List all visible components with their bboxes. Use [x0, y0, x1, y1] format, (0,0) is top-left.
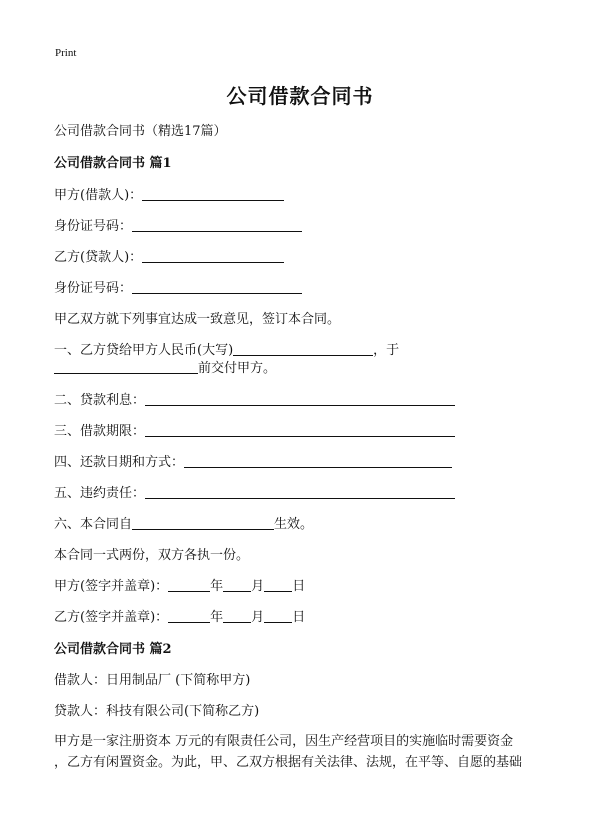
party-b-blank: [142, 250, 284, 263]
clause-2-blank: [145, 393, 455, 406]
party-a-label: 甲方(借款人)：: [54, 188, 143, 203]
party-a-line: [54, 184, 284, 203]
sign-a-day: 日: [292, 579, 306, 594]
sign-b-month-blank: [223, 610, 251, 623]
clause-5-label: 五、违约责任：: [54, 486, 146, 501]
clause-6-text-b: 生效。: [274, 517, 314, 532]
agreement-text: 甲乙双方就下列事宜达成一致意见，签订本合同。: [54, 312, 341, 327]
id-label-1: 身份证号码：: [54, 219, 133, 234]
clause-1-text-b: ，于: [373, 343, 400, 358]
sign-b-label: 乙方(签字并盖章)：: [54, 610, 169, 625]
sign-b-day: 日: [292, 610, 306, 625]
sign-a-label: 甲方(签字并盖章)：: [54, 579, 169, 594]
clause-3-line: [54, 420, 455, 439]
clause-6-text-a: 六、本合同自: [54, 517, 133, 532]
id-label-2: 身份证号码：: [54, 281, 133, 296]
party-b-line: [54, 246, 284, 265]
id-line-2: [54, 277, 302, 296]
sign-b-year-blank: [168, 610, 210, 623]
party-b-label: 乙方(贷款人)：: [54, 250, 143, 265]
section-2-body-line-1: 甲方是一家注册资本 万元的有限责任公司，因生产经营项目的实施临时需要资金: [54, 734, 514, 749]
id-blank-2: [132, 281, 302, 294]
document-subtitle: 公司借款合同书（精选17篇）: [54, 124, 227, 139]
sign-b-line: [54, 606, 305, 625]
sign-b-year: 年: [210, 610, 224, 625]
clause-6-line: [54, 513, 313, 532]
sign-a-day-blank: [264, 579, 292, 592]
print-label: Print: [55, 47, 77, 59]
clause-1-line-1: [54, 339, 399, 358]
section-heading-1: 公司借款合同书 篇1: [54, 156, 172, 171]
lender-line: 贷款人：科技有限公司(下简称乙方): [54, 704, 260, 719]
clause-3-blank: [145, 424, 455, 437]
section-2-body-line-2: ，乙方有闲置资金。为此，甲、乙双方根据有关法律、法规，在平等、自愿的基础: [54, 755, 523, 770]
clause-1-amount-blank: [233, 343, 373, 356]
clause-4-label: 四、还款日期和方式：: [54, 455, 185, 470]
clause-1-text-c: 前交付甲方。: [198, 361, 277, 376]
clause-1-date-blank: [54, 361, 198, 374]
sign-a-line: [54, 575, 305, 594]
id-line-1: [54, 215, 302, 234]
clause-5-line: [54, 482, 455, 501]
sign-a-year-blank: [168, 579, 210, 592]
clause-5-blank: [145, 486, 455, 499]
id-blank-1: [132, 219, 302, 232]
clause-4-blank: [184, 455, 452, 468]
clause-1-text-a: 一、乙方贷给甲方人民币(大写): [54, 343, 234, 358]
sign-b-month: 月: [251, 610, 265, 625]
sign-b-day-blank: [264, 610, 292, 623]
section-2-body: [54, 731, 550, 773]
clause-1-line-2: [54, 357, 276, 376]
borrower-line: 借款人：日用制品厂 (下简称甲方): [54, 673, 251, 688]
clause-2-label: 二、贷款利息：: [54, 393, 146, 408]
clause-3-label: 三、借款期限：: [54, 424, 146, 439]
clause-4-line: [54, 451, 452, 470]
party-a-blank: [142, 188, 284, 201]
section-heading-2: 公司借款合同书 篇2: [54, 642, 172, 657]
sign-a-month: 月: [251, 579, 265, 594]
copies-text: 本合同一式两份，双方各执一份。: [54, 548, 250, 563]
document-title: 公司借款合同书: [226, 84, 374, 108]
clause-2-line: [54, 389, 455, 408]
clause-6-blank: [132, 517, 274, 530]
sign-a-year: 年: [210, 579, 224, 594]
sign-a-month-blank: [223, 579, 251, 592]
